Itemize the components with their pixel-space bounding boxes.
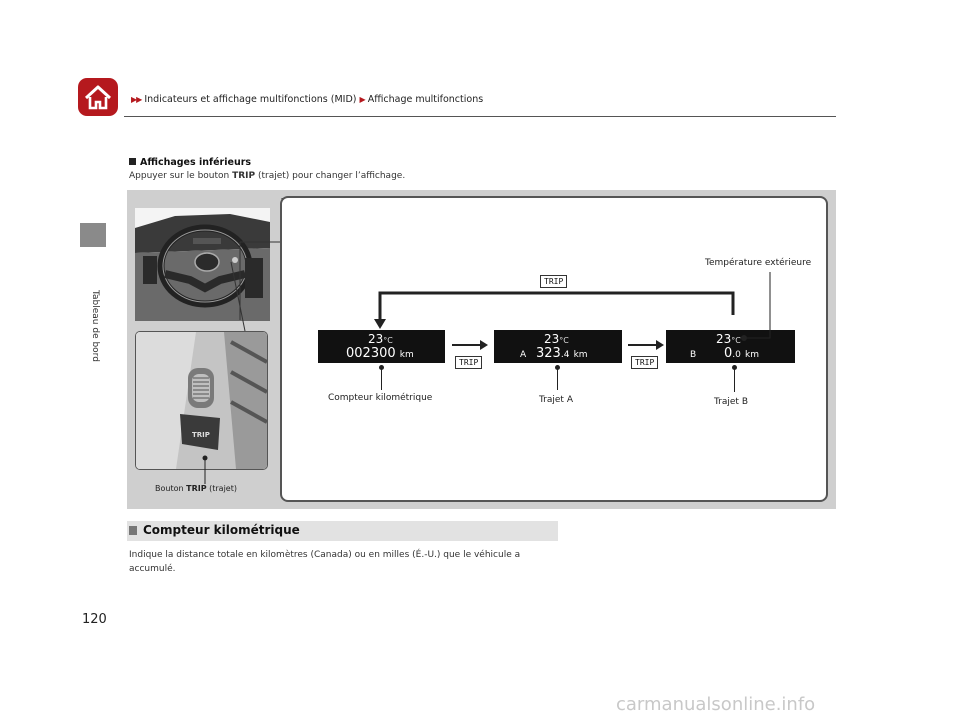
display-value: 323.4 km: [536, 346, 588, 361]
trip-tag-2: TRIP: [631, 356, 658, 369]
trip-tag-top: TRIP: [540, 275, 567, 288]
breadcrumb-item-multi[interactable]: Affichage multifonctions: [367, 94, 484, 105]
label-trip-b: Trajet B: [714, 397, 748, 407]
display-odometer: [318, 330, 445, 363]
outside-temp-pin: [738, 268, 778, 344]
section-heading: Affichages inférieurs: [129, 157, 251, 168]
chevron-right-icon: ▶▶: [131, 95, 142, 104]
display-prefix: B: [690, 350, 697, 360]
home-icon[interactable]: [78, 78, 118, 116]
breadcrumb-item-mid[interactable]: Indicateurs et affichage multifonctions (MID): [144, 94, 357, 105]
arrow-right-icon: [626, 338, 666, 352]
square-bullet-icon: [129, 526, 137, 535]
label-odometer: Compteur kilométrique: [328, 393, 433, 403]
subsection-body: Indique la distance totale en kilomètres (Canada) ou en milles (É.-U.) que le véhicule a accumulé.: [129, 550, 521, 574]
odometer-pin-dot: [379, 365, 384, 370]
header-divider: [124, 116, 836, 117]
label-trip-button: Bouton TRIP (trajet): [155, 484, 237, 493]
display-temp: 23°C: [716, 332, 741, 346]
display-value: 002300 km: [346, 346, 414, 361]
odometer-pin: [381, 368, 382, 390]
cycle-arrow: [370, 285, 740, 335]
chapter-tab[interactable]: [80, 223, 106, 247]
trip-a-pin-dot: [555, 365, 560, 370]
display-temp: 23°C: [544, 332, 569, 346]
trip-tag-1: TRIP: [455, 356, 482, 369]
trip-button-text: TRIP: [192, 431, 210, 439]
display-temp: 23°C: [368, 332, 393, 346]
watermark: carmanualsonline.info: [616, 694, 816, 715]
label-trip-a: Trajet A: [539, 395, 573, 405]
square-bullet-icon: [129, 158, 136, 165]
trip-b-pin: [734, 368, 735, 392]
trip-b-pin-dot: [732, 365, 737, 370]
subsection-heading: Compteur kilométrique: [127, 521, 558, 541]
breadcrumb: [131, 94, 483, 105]
display-value: 0.0 km: [724, 346, 759, 361]
page-number: 120: [82, 612, 107, 627]
label-outside-temp: Température extérieure: [705, 258, 812, 268]
section-instruction: Appuyer sur le bouton TRIP (trajet) pour changer l’affichage.: [129, 171, 406, 181]
arrow-right-icon: [450, 338, 490, 352]
display-trip-a: [494, 330, 622, 363]
chevron-right-icon: ▶: [359, 95, 365, 104]
trip-a-pin: [557, 368, 558, 390]
display-prefix: A: [520, 350, 527, 360]
